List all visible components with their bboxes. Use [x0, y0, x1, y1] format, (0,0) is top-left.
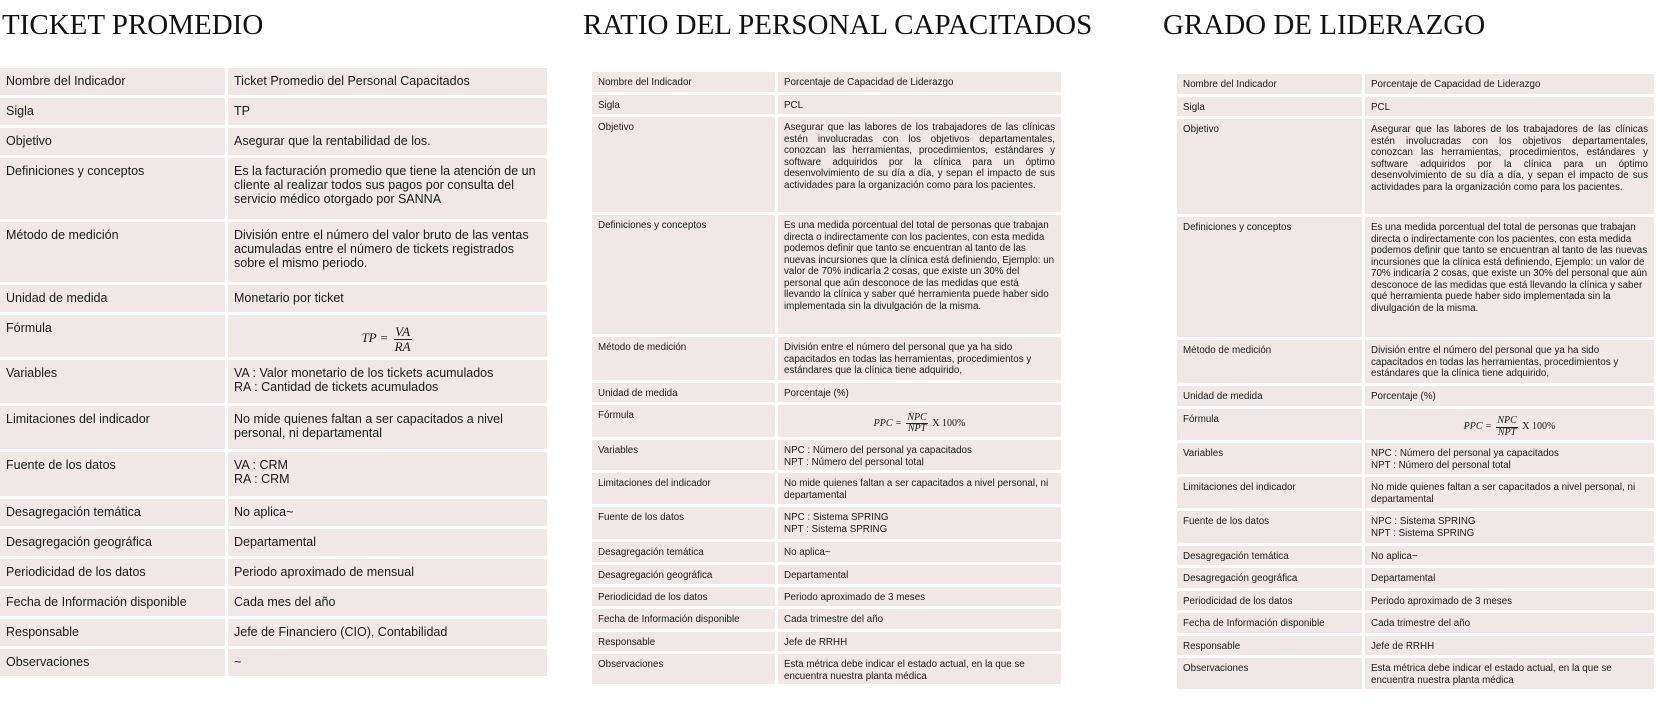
row-label: Fuente de los datos [592, 507, 778, 542]
row-value: No mide quienes faltan a ser capacitados a nivel personal, ni departamental [778, 473, 1064, 507]
row-value: Es una medida porcentual del total de personas que trabajan directa o indirectamente con los pacientes, con esta medida podemos definir que tanto se encuentran al tanto de las nuevas incursiones que la clínica está definiendo, Ejemplo: un valor de 70% indicaría 2 cosas, que existe un 30% del personal que aún desconoce de las medidas que está llevando la clínica y saber qué herramienta puede haber sido implementada sin la divulgación de la misma. [1365, 217, 1657, 340]
row-value: NPC : Sistema SPRING NPT : Sistema SPRING [778, 507, 1064, 542]
formula-fraction [394, 325, 412, 353]
row-label: Variables [0, 360, 228, 406]
row-value: No aplica~ [228, 499, 550, 529]
row-value: Jefe de RRHH [778, 632, 1064, 654]
row-label: Nombre del Indicador [1177, 74, 1365, 97]
row-label: Nombre del Indicador [0, 68, 228, 98]
row-label: Unidad de medida [0, 285, 228, 315]
row-value: Periodo aproximado de mensual [228, 559, 550, 589]
row-value: No mide quienes faltan a ser capacitados a nivel personal, ni departamental [228, 406, 550, 452]
indicator-table-grado-liderazgo [1177, 74, 1657, 692]
panel-title-grado-liderazgo: GRADO DE LIDERAZGO [1163, 9, 1486, 41]
row-label: Definiciones y conceptos [0, 158, 228, 222]
row-label: Fórmula [592, 405, 778, 440]
row-label: Definiciones y conceptos [592, 215, 778, 337]
row-label: Responsable [0, 619, 228, 649]
row-value: Porcentaje (%) [778, 383, 1064, 405]
row-value: VA : Valor monetario de los tickets acumulados RA : Cantidad de tickets acumulados [228, 360, 550, 406]
formula-suffix: X 100% [1522, 421, 1556, 433]
row-label: Observaciones [0, 649, 228, 679]
row-label: Objetivo [592, 117, 778, 215]
formula-fraction [906, 413, 927, 435]
row-label: Objetivo [1177, 119, 1365, 217]
formula-lhs: PPC = [873, 417, 902, 429]
row-label: Objetivo [0, 128, 228, 158]
formula-numerator: NPC [1497, 415, 1517, 426]
row-value: Porcentaje (%) [1365, 386, 1657, 409]
row-value: Periodo aproximado de 3 meses [778, 587, 1064, 609]
row-value: Es la facturación promedio que tiene la atención de un cliente al realizar todos sus pagos por consulta del servicio médico otorgado por SANNA [228, 158, 550, 222]
row-label: Definiciones y conceptos [1177, 217, 1365, 340]
row-label: Método de medición [1177, 340, 1365, 386]
row-value: Periodo aproximado de 3 meses [1365, 591, 1657, 613]
indicator-table-ratio-personal [592, 72, 1064, 687]
row-value: Asegurar que la rentabilidad de los. [228, 128, 550, 158]
panel-title-ticket-promedio: TICKET PROMEDIO [2, 9, 264, 41]
row-value: Jefe de Financiero (CIO), Contabilidad [228, 619, 550, 649]
row-value: Cada mes del año [228, 589, 550, 619]
row-label: Limitaciones del indicador [592, 473, 778, 507]
row-value: Esta métrica debe indicar el estado actual, en la que se encuentra nuestra planta médica [778, 654, 1064, 687]
formula-lhs: PPC = [1463, 421, 1492, 433]
formula-denominator: NPT [1497, 426, 1517, 438]
row-label: Método de medición [0, 222, 228, 285]
row-value: Departamental [1365, 568, 1657, 591]
row-value: Esta métrica debe indicar el estado actual, en la que se encuentra nuestra planta médica [1365, 658, 1657, 692]
formula-cell [228, 315, 550, 360]
row-value: No aplica~ [778, 542, 1064, 565]
row-label: Fuente de los datos [1177, 511, 1365, 546]
row-label: Fecha de Información disponible [0, 589, 228, 619]
row-value: Es una medida porcentual del total de personas que trabajan directa o indirectamente con los pacientes, con esta medida podemos definir que tanto se encuentran al tanto de las nuevas incursiones que la clínica está definiendo, Ejemplo: un valor de 70% indicaría 2 cosas, que existe un 30% del personal que aún desconoce de las medidas que está llevando la clínica y saber qué herramienta puede haber sido implementada sin la divulgación de la misma. [778, 215, 1064, 337]
row-value: Jefe de RRHH [1365, 636, 1657, 658]
row-label: Responsable [1177, 636, 1365, 658]
row-label: Fuente de los datos [0, 452, 228, 499]
row-value: Asegurar que las labores de los trabajadores de las clínicas estén involucradas con los objetivos departamentales, conozcan las herramientas, procedimientos, estándares y software adquiridos por la clínica para un óptimo desenvolvimiento de su día a día, y sepan el impacto de sus actividades para la organización como para los pacientes. [778, 117, 1064, 215]
row-value: División entre el número del personal que ya ha sido capacitados en todas las herramientas, procedimientos y estándares que la clínica tiene adquirido, [1365, 340, 1657, 386]
row-value: Cada trimestre del año [1365, 613, 1657, 636]
row-value: VA : CRM RA : CRM [228, 452, 550, 499]
formula-lhs: TP = [361, 329, 389, 345]
row-label: Fecha de Información disponible [592, 609, 778, 632]
row-label: Desagregación geográfica [0, 529, 228, 559]
row-value: Asegurar que las labores de los trabajadores de las clínicas estén involucradas con los objetivos departamentales, conozcan las herramientas, procedimientos, estándares y software adquiridos por la clínica para un óptimo desenvolvimiento de su día a día, y sepan el impacto de sus actividades para la organización como para los pacientes. [1365, 119, 1657, 217]
row-label: Variables [1177, 443, 1365, 477]
row-label: Nombre del Indicador [592, 72, 778, 95]
row-value: División entre el número del personal que ya ha sido capacitados en todas las herramientas, procedimientos y estándares que la clínica tiene adquirido, [778, 337, 1064, 383]
row-label: Observaciones [1177, 658, 1365, 692]
row-value: No mide quienes faltan a ser capacitados a nivel personal, ni departamental [1365, 477, 1657, 511]
row-value: División entre el número del valor bruto de las ventas acumuladas entre el número de tickets registrados sobre el mismo periodo. [228, 222, 550, 285]
row-label: Unidad de medida [1177, 386, 1365, 409]
row-value: Ticket Promedio del Personal Capacitados [228, 68, 550, 98]
row-label: Variables [592, 440, 778, 473]
formula-numerator: NPC [907, 411, 927, 423]
indicator-table-ticket-promedio [0, 68, 550, 679]
row-value: Monetario por ticket [228, 285, 550, 315]
formula-numerator: VA [395, 323, 411, 339]
row-value: Departamental [228, 529, 550, 559]
row-value: ~ [228, 649, 550, 679]
row-value: Cada trimestre del año [778, 609, 1064, 632]
row-label: Limitaciones del indicador [1177, 477, 1365, 511]
row-label: Sigla [0, 98, 228, 128]
row-label: Desagregación temática [592, 542, 778, 565]
row-label: Observaciones [592, 654, 778, 687]
row-label: Periodicidad de los datos [1177, 591, 1365, 613]
row-value: NPC : Número del personal ya capacitados NPT : Número del personal total [778, 440, 1064, 473]
row-value: PCL [778, 95, 1064, 117]
row-label: Fórmula [1177, 409, 1365, 443]
row-value: NPC : Número del personal ya capacitados NPT : Número del personal total [1365, 443, 1657, 477]
row-label: Fórmula [0, 315, 228, 360]
row-value: TP [228, 98, 550, 128]
row-label: Limitaciones del indicador [0, 406, 228, 452]
formula-denominator: NPT [907, 423, 927, 434]
row-value: NPC : Sistema SPRING NPT : Sistema SPRING [1365, 511, 1657, 546]
row-label: Sigla [1177, 97, 1365, 119]
panel-title-ratio-personal: RATIO DEL PERSONAL CAPACITADOS [583, 9, 1093, 41]
row-label: Sigla [592, 95, 778, 117]
row-label: Método de medición [592, 337, 778, 383]
formula [1463, 415, 1556, 438]
row-label: Unidad de medida [592, 383, 778, 405]
row-label: Fecha de Información disponible [1177, 613, 1365, 636]
formula [873, 411, 966, 434]
row-label: Periodicidad de los datos [592, 587, 778, 609]
row-label: Desagregación geográfica [592, 565, 778, 587]
row-value: Porcentaje de Capacidad de Liderazgo [778, 72, 1064, 95]
formula [361, 323, 413, 354]
row-label: Responsable [592, 632, 778, 654]
row-label: Desagregación geográfica [1177, 568, 1365, 591]
row-label: Desagregación temática [1177, 546, 1365, 568]
row-value: No aplica~ [1365, 546, 1657, 568]
formula-cell [1365, 409, 1657, 443]
formula-suffix: X 100% [932, 417, 966, 429]
formula-denominator: RA [394, 338, 411, 354]
formula-cell [778, 405, 1064, 440]
row-label: Periodicidad de los datos [0, 559, 228, 589]
row-value: PCL [1365, 97, 1657, 119]
row-value: Porcentaje de Capacidad de Liderazgo [1365, 74, 1657, 97]
row-label: Desagregación temática [0, 499, 228, 529]
row-value: Departamental [778, 565, 1064, 587]
formula-fraction [1496, 416, 1517, 438]
